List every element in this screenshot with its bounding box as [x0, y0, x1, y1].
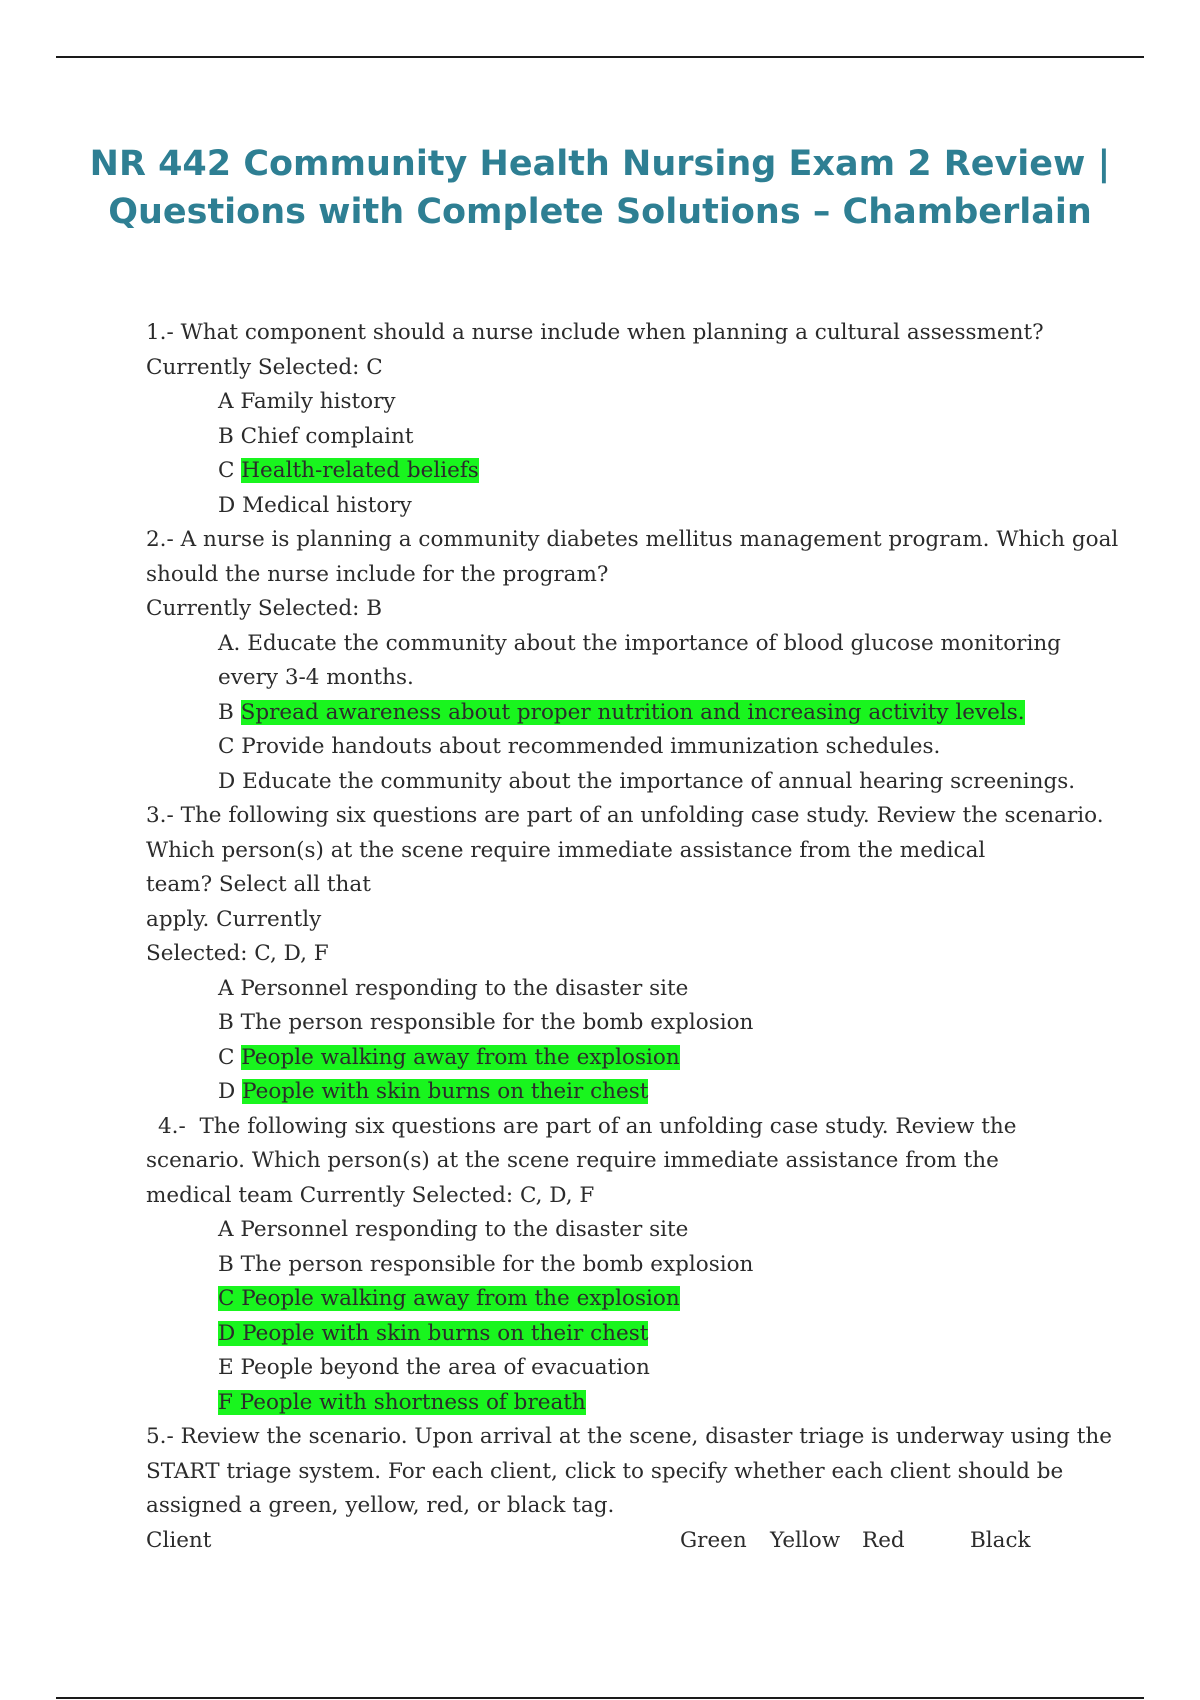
- option-letter: D: [218, 1320, 236, 1346]
- selected-answer: Currently Selected: B: [146, 596, 383, 621]
- option-letter: D: [218, 768, 236, 794]
- option-text: Educate the community about the importance of annual hearing screenings.: [242, 768, 1076, 794]
- question-3-stem: [146, 799, 1106, 834]
- option-text: Medical history: [242, 492, 412, 518]
- option-letter: B: [218, 699, 234, 725]
- option-f: [146, 1386, 1106, 1421]
- header-green: Green: [680, 1527, 747, 1553]
- question-5-stem: [146, 1420, 1112, 1455]
- option-letter: A.: [218, 630, 241, 656]
- title-line-1: NR 442 Community Health Nursing Exam 2 Review |: [89, 144, 1111, 184]
- option-text: Educate the community about the importance of blood glucose monitoring: [247, 630, 1061, 656]
- question-4-stem-cont: scenario. Which person(s) at the scene require immediate assistance from the: [146, 1148, 999, 1173]
- selected-answer: medical team Currently Selected: C, D, F: [146, 1182, 595, 1208]
- option-text: People with skin burns on their chest: [242, 1320, 649, 1346]
- option-c: [146, 730, 1106, 765]
- question-text: What component should a nurse include when planning a cultural assessment?: [180, 320, 1044, 345]
- option-text: Family history: [240, 389, 396, 414]
- option-letter: F: [218, 1389, 233, 1415]
- option-text: People beyond the area of evacuation: [240, 1355, 650, 1380]
- question-1: [146, 316, 1106, 523]
- question-text: The following six questions are part of an unfolding case study. Review the scenario.: [180, 803, 1104, 828]
- option-highlighted: [218, 1321, 648, 1346]
- question-5-stem-cont: assigned a green, yellow, red, or black tag.: [146, 1493, 615, 1518]
- option-text-highlighted: People with skin burns on their chest: [242, 1079, 649, 1104]
- question-5-stem-cont: START triage system. For each client, click to specify whether each client should be: [146, 1458, 1064, 1484]
- option-letter: A: [218, 389, 234, 414]
- header-client: Client: [146, 1527, 212, 1553]
- option-text: Chief complaint: [240, 423, 414, 449]
- triage-table-header: [146, 1524, 1106, 1559]
- option-letter: C: [218, 734, 235, 759]
- option-text: Provide handouts about recommended immunization schedules.: [241, 734, 941, 759]
- option-b: [146, 696, 1106, 731]
- option-text-highlighted: Health-related beliefs: [241, 458, 479, 483]
- question-number: 4.-: [158, 1113, 186, 1139]
- header-red: Red: [862, 1527, 905, 1553]
- option-text: The person responsible for the bomb explosion: [240, 1251, 754, 1277]
- option-b: [146, 1248, 1106, 1283]
- option-text: Personnel responding to the disaster site: [240, 1217, 689, 1242]
- option-letter: B: [218, 1251, 234, 1277]
- option-b: [146, 420, 1106, 455]
- option-text: People walking away from the explosion: [241, 1286, 680, 1311]
- option-letter: D: [218, 492, 236, 518]
- question-3-stem-cont: team? Select all that: [146, 872, 371, 897]
- question-5: [146, 1420, 1112, 1558]
- question-text: Review the scenario. Upon arrival at the scene, disaster triage is underway using the: [180, 1424, 1112, 1449]
- question-1-stem: [146, 316, 1106, 351]
- document-body: [146, 316, 1119, 1558]
- option-letter: B: [218, 423, 234, 449]
- question-number: 2.-: [146, 527, 174, 552]
- selected-answer: Currently Selected: C: [146, 354, 383, 380]
- option-d: [146, 489, 1106, 524]
- option-letter: C: [218, 458, 235, 483]
- question-number: 3.-: [146, 803, 174, 828]
- option-text: The person responsible for the bomb explosion: [240, 1010, 754, 1035]
- question-3-stem-cont: apply. Currently: [146, 906, 322, 932]
- option-a: [146, 972, 1106, 1007]
- option-letter: A: [218, 975, 234, 1001]
- option-d: [146, 765, 1106, 800]
- question-2: [146, 523, 1119, 799]
- option-letter: D: [218, 1079, 236, 1104]
- option-a: [146, 385, 1106, 420]
- option-text-highlighted: People walking away from the explosion: [241, 1044, 680, 1070]
- option-b: [146, 1006, 1106, 1041]
- option-text: Personnel responding to the disaster site: [240, 975, 689, 1001]
- question-number: 1.-: [146, 320, 174, 345]
- title-line-2: Questions with Complete Solutions – Chamberlain: [108, 192, 1092, 232]
- option-c: [146, 454, 1106, 489]
- selected-answer: Selected: C, D, F: [146, 941, 329, 966]
- option-c: [146, 1041, 1106, 1076]
- question-4-stem: [146, 1110, 1106, 1145]
- option-d: [146, 1075, 1106, 1110]
- header-black: Black: [970, 1527, 1031, 1553]
- question-number: 5.-: [146, 1424, 174, 1449]
- option-a: [146, 1213, 1106, 1248]
- option-letter: C: [218, 1286, 235, 1311]
- question-2-stem: [146, 523, 1119, 558]
- option-letter: A: [218, 1217, 234, 1242]
- option-letter: C: [218, 1044, 235, 1070]
- option-letter: E: [218, 1355, 234, 1380]
- question-text: The following six questions are part of an unfolding case study. Review the: [199, 1113, 1017, 1139]
- option-highlighted: [218, 1286, 680, 1311]
- option-text: People with shortness of breath: [239, 1389, 586, 1415]
- option-d: [146, 1317, 1106, 1352]
- header-yellow: Yellow: [770, 1527, 841, 1553]
- question-3-stem-cont: Which person(s) at the scene require immediate assistance from the medical: [146, 837, 986, 863]
- option-letter: B: [218, 1010, 234, 1035]
- option-c: [146, 1282, 1106, 1317]
- option-text-highlighted: Spread awareness about proper nutrition and increasing activity levels.: [240, 699, 1025, 725]
- option-e: [146, 1351, 1106, 1386]
- document-title: [80, 140, 1120, 236]
- option-a-cont: every 3-4 months.: [218, 665, 414, 690]
- question-4: [146, 1110, 1106, 1421]
- bottom-rule: [56, 1697, 1144, 1699]
- top-rule: [56, 56, 1144, 58]
- question-3: [146, 799, 1106, 1110]
- question-text: A nurse is planning a community diabetes mellitus management program. Which goal: [180, 527, 1119, 552]
- option-highlighted: [218, 1390, 586, 1415]
- question-2-stem-cont: should the nurse include for the program?: [146, 561, 609, 587]
- option-a: [146, 627, 1106, 662]
